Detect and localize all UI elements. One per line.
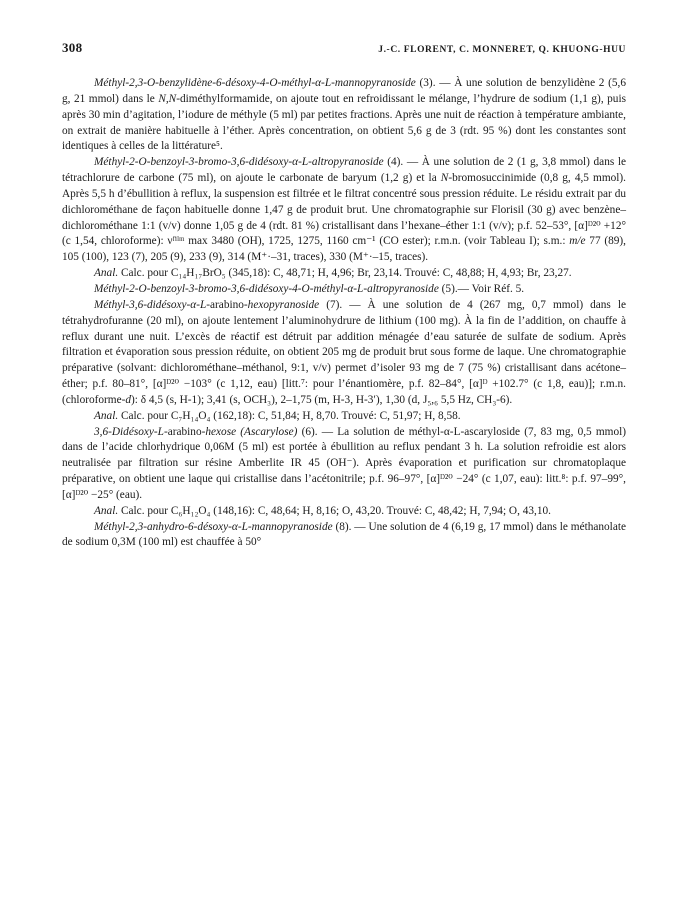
paragraph-compound-3 [62,76,626,155]
page-number: 308 [62,40,83,55]
paragraph-compound-4 [62,155,626,266]
text-run: Calc. pour C₁₄H₁₇BrO₅ (345,18): C, 48,71; H, 4,96; Br, 23,14. Trouvé: C, 48,88; H, 4,93; Br, 23,27. [118,267,572,280]
text-run: -bromosuccinimide (0,8 g, 4,5 mmol). Après 5,5 h d’ébullition à reflux, la suspension est filtrée et le filtrat concentré sous pression réduite. Le résidu extrait par du dichlorométhane de façon habituelle donne 1,47 g de produit brut. Une chromatographie sur Florisil (30 g) avec benzène–dichlorométhane 1:1 (v/v) donne 1,05 g de 4 (rdt. 81 %) cristallisant dans l’hexane–éther 1:1 (v/v); p.f. 52–53°, [α]ᴰ²⁰ +12° (c 1,54, chloroforme): νᶠⁱˡᵐ max 3480 (OH), 1725, 1275, 1160 cm⁻¹ (CO ester); r.m.n. (voir Tableau I); s.m.: [62,172,626,248]
paragraph-analysis-6 [62,504,626,520]
paragraph-compound-6 [62,425,626,504]
paragraph-compound-8 [62,520,626,552]
text-run: Calc. pour C₆H₁₂O₄ (148,16): C, 48,64; H, 8,16; O, 43,20. Trouvé: C, 48,42; H, 7,94; O, 43,10. [118,504,551,517]
italic-text-run: Méthyl-2,3-anhydro-6-désoxy-α-L-mannopyranoside [94,520,333,533]
paragraph-compound-5 [62,282,626,298]
italic-text-run: Méthyl-2,3-O-benzylidène-6-désoxy-4-O-méthyl-α-L-mannopyranoside [94,77,416,89]
italic-text-run: Méthyl-2-O-benzoyl-3-bromo-3,6-didésoxy-α-L-altropyranoside [94,156,384,169]
italic-text-run: 3,6-Didésoxy-L- [94,425,168,438]
italic-text-run: N [440,172,449,185]
italic-text-run: Anal. [94,409,119,422]
page-header [62,40,626,56]
paragraph-analysis-7 [62,409,626,425]
text-run: (4). — À une solution de 2 (1 g, 3,8 mmol) dans le tétrachlorure de carbone (75 ml), on ajoute le carbonate de baryum (1,2 g) et la [62,156,626,185]
text-run: (7). — À une solution de 4 (267 mg, 0,7 mmol) dans le tétrahydrofuranne (20 ml), on ajoute lentement l’aluminohydrure de lithium (100 mg). À la fin de l’addition, on chauffe à reflux durant une nuit. L’excès de réactif est détruit par addition ménagée d’eau saturée de sulfate de sodium. Après filtration et évaporation sous pression réduite, on obtient 205 mg de produit brut sous forme de laque. Une chromatographie préparative (solvant: dichlorométhane–méthanol, 9:1, v/v) permet d’isoler 93 mg de 7 (75 %) cristallisant dans acétone–éther; p.f. 80–81°, [α]ᴰ²⁰ −103° (c 1,12, eau) [litt.⁷: pour l’énantiomère, p.f. 82–84°, [α]ᴰ +102.7° (c 1,8, eau)]; r.m.n. (chloroforme- [62,298,626,406]
italic-text-run: m/e [569,235,586,248]
text-run: ): δ 4,5 (s, H-1); 3,41 (s, OCH₃), 2–1,75 (m, H-3, H-3′), 1,30 (d, J₅,₆ 5,5 Hz, CH₃-6). [131,393,513,406]
italic-text-run: -hexose (Ascarylose) [201,425,298,438]
text-run: Calc. pour C₇H₁₄O₄ (162,18): C, 51,84; H, 8,70. Trouvé: C, 51,97; H, 8,58. [118,409,461,422]
running-head-authors: J.-C. FLORENT, C. MONNERET, Q. KHUONG-HUU [378,45,626,55]
italic-text-run: Méthyl-2-O-benzoyl-3-bromo-3,6-didésoxy-4-O-méthyl-α-L-altropyranoside [94,282,439,295]
italic-text-run: Anal. [94,267,119,280]
italic-text-run: Anal. [94,504,119,517]
italic-text-run: N,N [158,92,177,105]
text-run: (8). — Une solution de 4 (6,19 g, 17 mmol) dans le méthanolate de sodium 0,3M (100 ml) est chauffée à 50° [62,520,626,549]
text-run: 77 (89), 105 (100), 123 (7), 205 (9), 233 (9), 314 (M⁺·–31, traces), 330 (M⁺·–15, traces). [62,235,626,264]
paragraph-compound-7 [62,298,626,409]
text-run: -diméthylformamide, on ajoute tout en refroidissant le mélange, l’hydrure de sodium (1,1 g), puis après 30 min d’agitation, l’iodure de méthyle (5 ml) par petites fractions. Après une nuit de réaction à température ambiante, on extrait de manière habituelle à l’éther. Après concentration, on obtient 5,6 g de 3 (rdt. 95 %) dont les constantes sont identiques à celles de la littérature⁵. [62,92,626,153]
text-run: (6). — La solution de méthyl-α-L-ascaryloside (7, 83 mg, 0,5 mmol) dans de l’acide chlorhydrique 0,06M (5 ml) est portée à ébullition au reflux pendant 3 h. La solution refroidie est alors neutralisée par filtration sur résine Amberlite IR 45 (OH⁻). Après évaporation et purification sur chromatoplaque préparative, on obtient une laque qui cristallise dans l’acétonitrile; p.f. 96–97°, [α]ᴰ²⁰ −24° (c 1,07, eau): litt.⁸: p.f. 97–99°, [α]ᴰ²⁰ −25° (eau). [62,425,626,501]
text-run: (3). — À une solution de benzylidène 2 (5,6 g, 21 mmol) dans le [62,77,626,105]
text-run: arabino [210,298,244,311]
italic-text-run: -hexopyranoside [243,298,320,311]
paragraph-analysis-4 [62,266,626,282]
body-text [62,76,626,551]
italic-text-run: Méthyl-3,6-didésoxy-α-L- [94,298,211,311]
italic-text-run: d [125,393,132,406]
text-run: arabino [167,425,202,438]
text-run: (5).— Voir Réf. 5. [438,282,525,295]
